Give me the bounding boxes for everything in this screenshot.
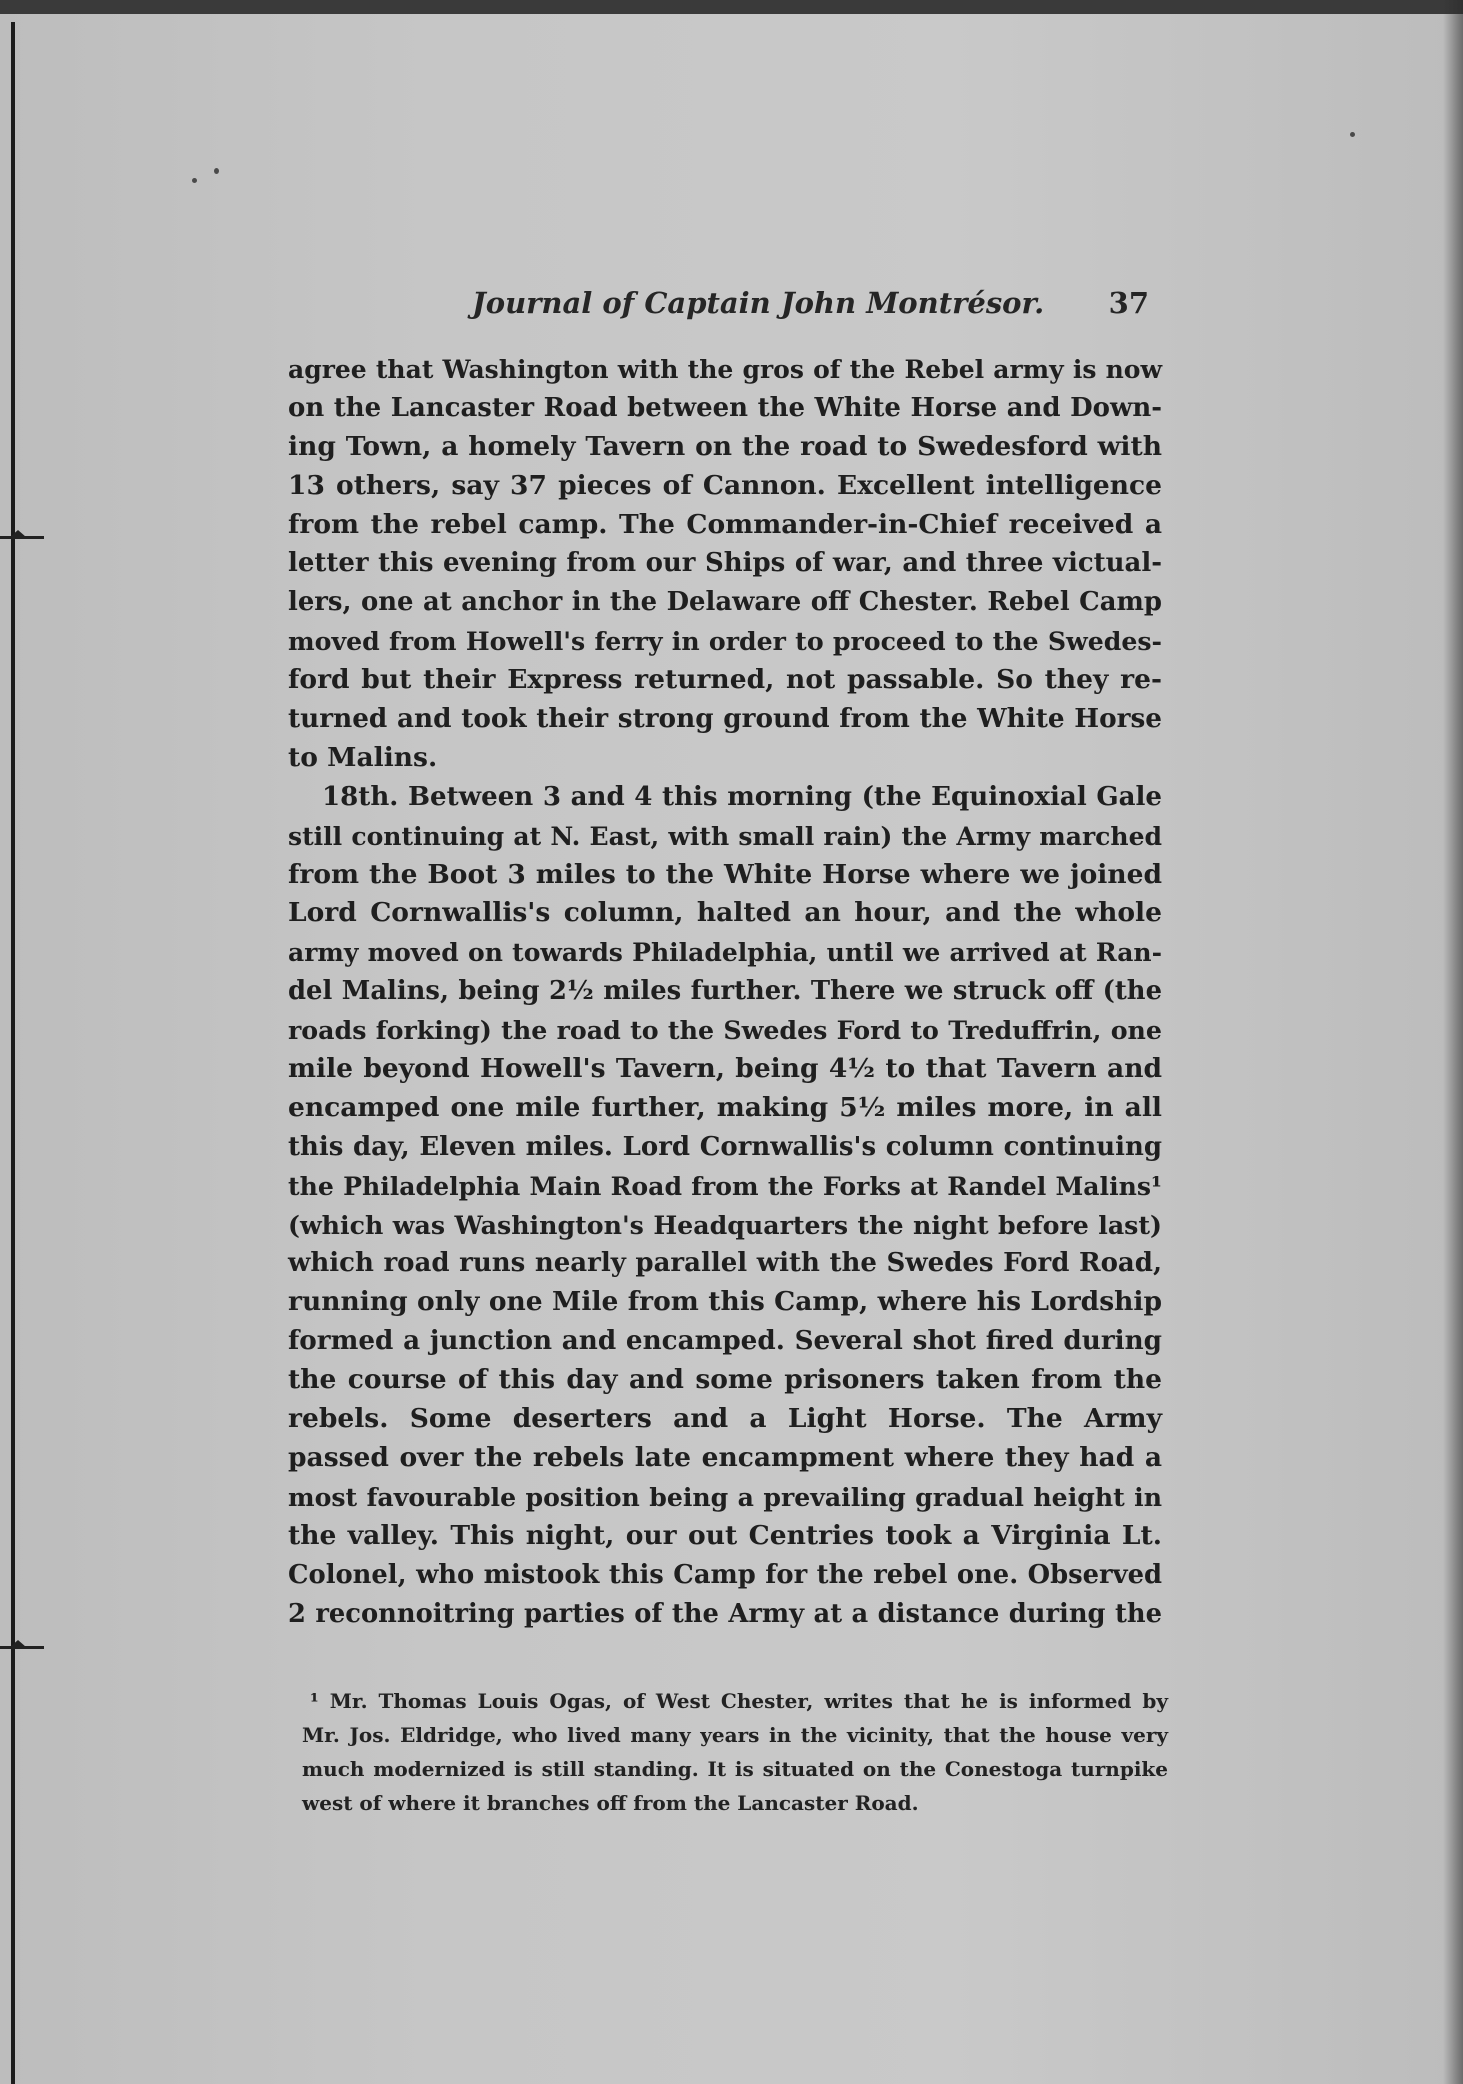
text-line: formed a junction and encamped. Several shot fired during (288, 1325, 1162, 1357)
text-line: ing Town, a homely Tavern on the road to Swedesford with (288, 430, 1162, 462)
footnote-line: ¹ Mr. Thomas Louis Ogas, of West Chester, writes that he is informed by (310, 1689, 1168, 1713)
text-line: moved from Howell's ferry in order to proceed to the Swedes- (288, 626, 1162, 657)
text-line: army moved on towards Philadelphia, until we arrived at Ran- (288, 937, 1162, 968)
page-number: 37 (1108, 286, 1149, 320)
text-line: passed over the rebels late encampment where they had a (288, 1441, 1162, 1473)
text-line: from the rebel camp. The Commander-in-Chief received a (288, 508, 1162, 540)
text-line: letter this evening from our Ships of war, and three victual- (288, 548, 1162, 579)
footnote (302, 1684, 1168, 1820)
text-line: turned and took their strong ground from the White Horse (288, 703, 1162, 735)
text-line: (which was Washington's Headquarters the night before last) (288, 1209, 1162, 1240)
text-line: lers, one at anchor in the Delaware off Chester. Rebel Camp (288, 587, 1162, 618)
text-line: roads forking) the road to the Swedes Ford to Treduffrin, one (288, 1015, 1162, 1046)
text-line: 13 others, say 37 pieces of Cannon. Excellent intelligence (288, 469, 1162, 501)
footnote-line: west of where it branches off from the Lancaster Road. (302, 1791, 919, 1815)
text-line: ford but their Express returned, not passable. So they re- (288, 664, 1162, 696)
text-line: on the Lancaster Road between the White Horse and Down- (288, 392, 1162, 423)
text-line: most favourable position being a prevailing gradual height in (288, 1481, 1162, 1512)
binding-edge-line (11, 22, 15, 2084)
scan-top-border (0, 0, 1463, 14)
text-line: running only one Mile from this Camp, where his Lordship (288, 1286, 1162, 1318)
text-line: mile beyond Howell's Tavern, being 4½ to that Tavern and (288, 1053, 1162, 1085)
scan-speck (214, 168, 219, 174)
text-line: still continuing at N. East, with small rain) the Army marched (288, 820, 1162, 851)
scan-speck (192, 178, 197, 183)
text-line: from the Boot 3 miles to the White Horse where we joined (288, 858, 1162, 890)
text-line: del Malins, being 2½ miles further. There we struck off (the (288, 976, 1162, 1007)
text-line: which road runs nearly parallel with the Swedes Ford Road, (288, 1248, 1162, 1279)
body-text (288, 350, 1162, 1633)
text-line: rebels. Some deserters and a Light Horse. The Army (288, 1403, 1162, 1435)
text-line: encamped one mile further, making 5½ miles more, in all (288, 1091, 1162, 1123)
binding-pin-mark (0, 1640, 48, 1654)
text-line: 18th. Between 3 and 4 this morning (the Equinoxial Gale (322, 781, 1162, 812)
text-line: Colonel, who mistook this Camp for the rebel one. Observed (288, 1559, 1162, 1590)
text-line: the Philadelphia Main Road from the Forks at Randel Malins¹ (288, 1170, 1162, 1201)
running-title: Journal of Captain John Montrésor. (472, 286, 1045, 320)
text-line: to Malins. (288, 741, 438, 773)
text-line: this day, Eleven miles. Lord Cornwallis's column continuing (288, 1131, 1162, 1162)
text-line: agree that Washington with the gros of the Rebel army is now (288, 354, 1162, 384)
text-line: the valley. This night, our out Centries took a Virginia Lt. (288, 1519, 1162, 1551)
text-line: Lord Cornwallis's column, halted an hour, and the whole (288, 897, 1162, 929)
running-header (472, 286, 1157, 330)
text-line: 2 reconnoitring parties of the Army at a distance during the (288, 1598, 1162, 1629)
scan-right-shadow (1443, 0, 1463, 2084)
text-line: the course of this day and some prisoners taken from the (288, 1364, 1162, 1396)
footnote-line: Mr. Jos. Eldridge, who lived many years in the vicinity, that the house very (302, 1723, 1168, 1747)
footnote-line: much modernized is still standing. It is situated on the Conestoga turnpike (302, 1757, 1168, 1781)
binding-pin-mark (0, 530, 48, 544)
scan-speck (1350, 132, 1355, 137)
